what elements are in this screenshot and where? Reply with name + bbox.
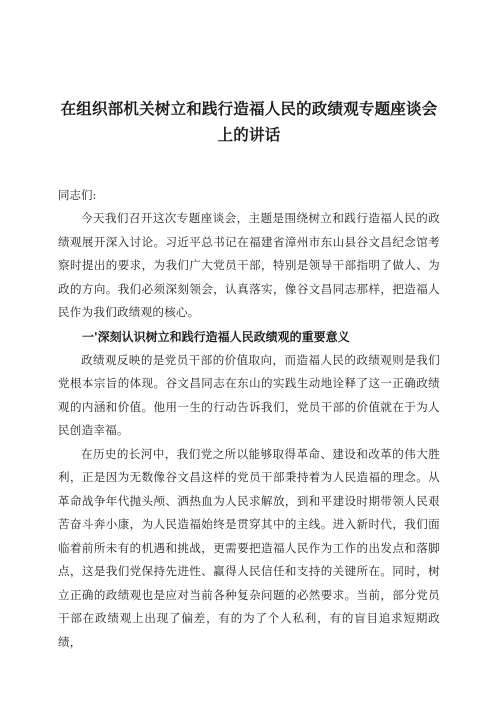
greeting: 同志们: xyxy=(58,188,97,202)
section1-paragraph-1: 政绩观反映的是党员干部的价值取向，而造福人民的政绩观则是我们党根本宗旨的体现。谷文昌同志在东山的实践生动地诠释了这一正确政绩观的内涵和价值。他用一生的行动告诉我们，党员干部的价值就在于为人民创造幸福。 xyxy=(58,352,440,437)
intro-paragraph: 今天我们召开这次专题座谈会，主题是围绕树立和践行造福人民的政绩观展开深入讨论。习近平总书记在福建省漳州市东山县谷文昌纪念馆考察时提出的要求，为我们广大党员干部，特别是领导干部指明了做人、为政的方向。我们必须深刻领会，认真落实，像谷文昌同志那样，把造福人民作为我们政绩观的核心。 xyxy=(58,211,440,319)
title-line-1: 在组织部机关树立和践行造福人民的政绩观专题座谈会 xyxy=(60,100,438,118)
section1-paragraph-2: 在历史的长河中，我们党之所以能够取得革命、建设和改革的伟大胜利，正是因为无数像谷文昌这样的党员干部秉持着为人民造福的理念。从革命战争年代抛头颅、洒热血为人民求解放，到和平建设时期带领人民艰苦奋斗奔小康，为人民造福始终是贯穿其中的主线。进入新时代，我们面临着前所未有的机遇和挑战，更需要把造福人民作为工作的出发点和落脚点，这是我们党保持先进性、赢得人民信任和支持的关键所在。同时，树立正确的政绩观也是应对当前各种复杂问题的必然要求。当前，部分党员干部在政绩观上出现了偏差，有的为了个人私利，有的盲目追求短期政绩， xyxy=(58,446,440,649)
section-heading-1: 一'深刻认识树立和践行造福人民政绩观的重要意义 xyxy=(82,329,350,344)
title-line-2: 上的讲话 xyxy=(217,126,281,144)
document-title xyxy=(58,96,440,148)
